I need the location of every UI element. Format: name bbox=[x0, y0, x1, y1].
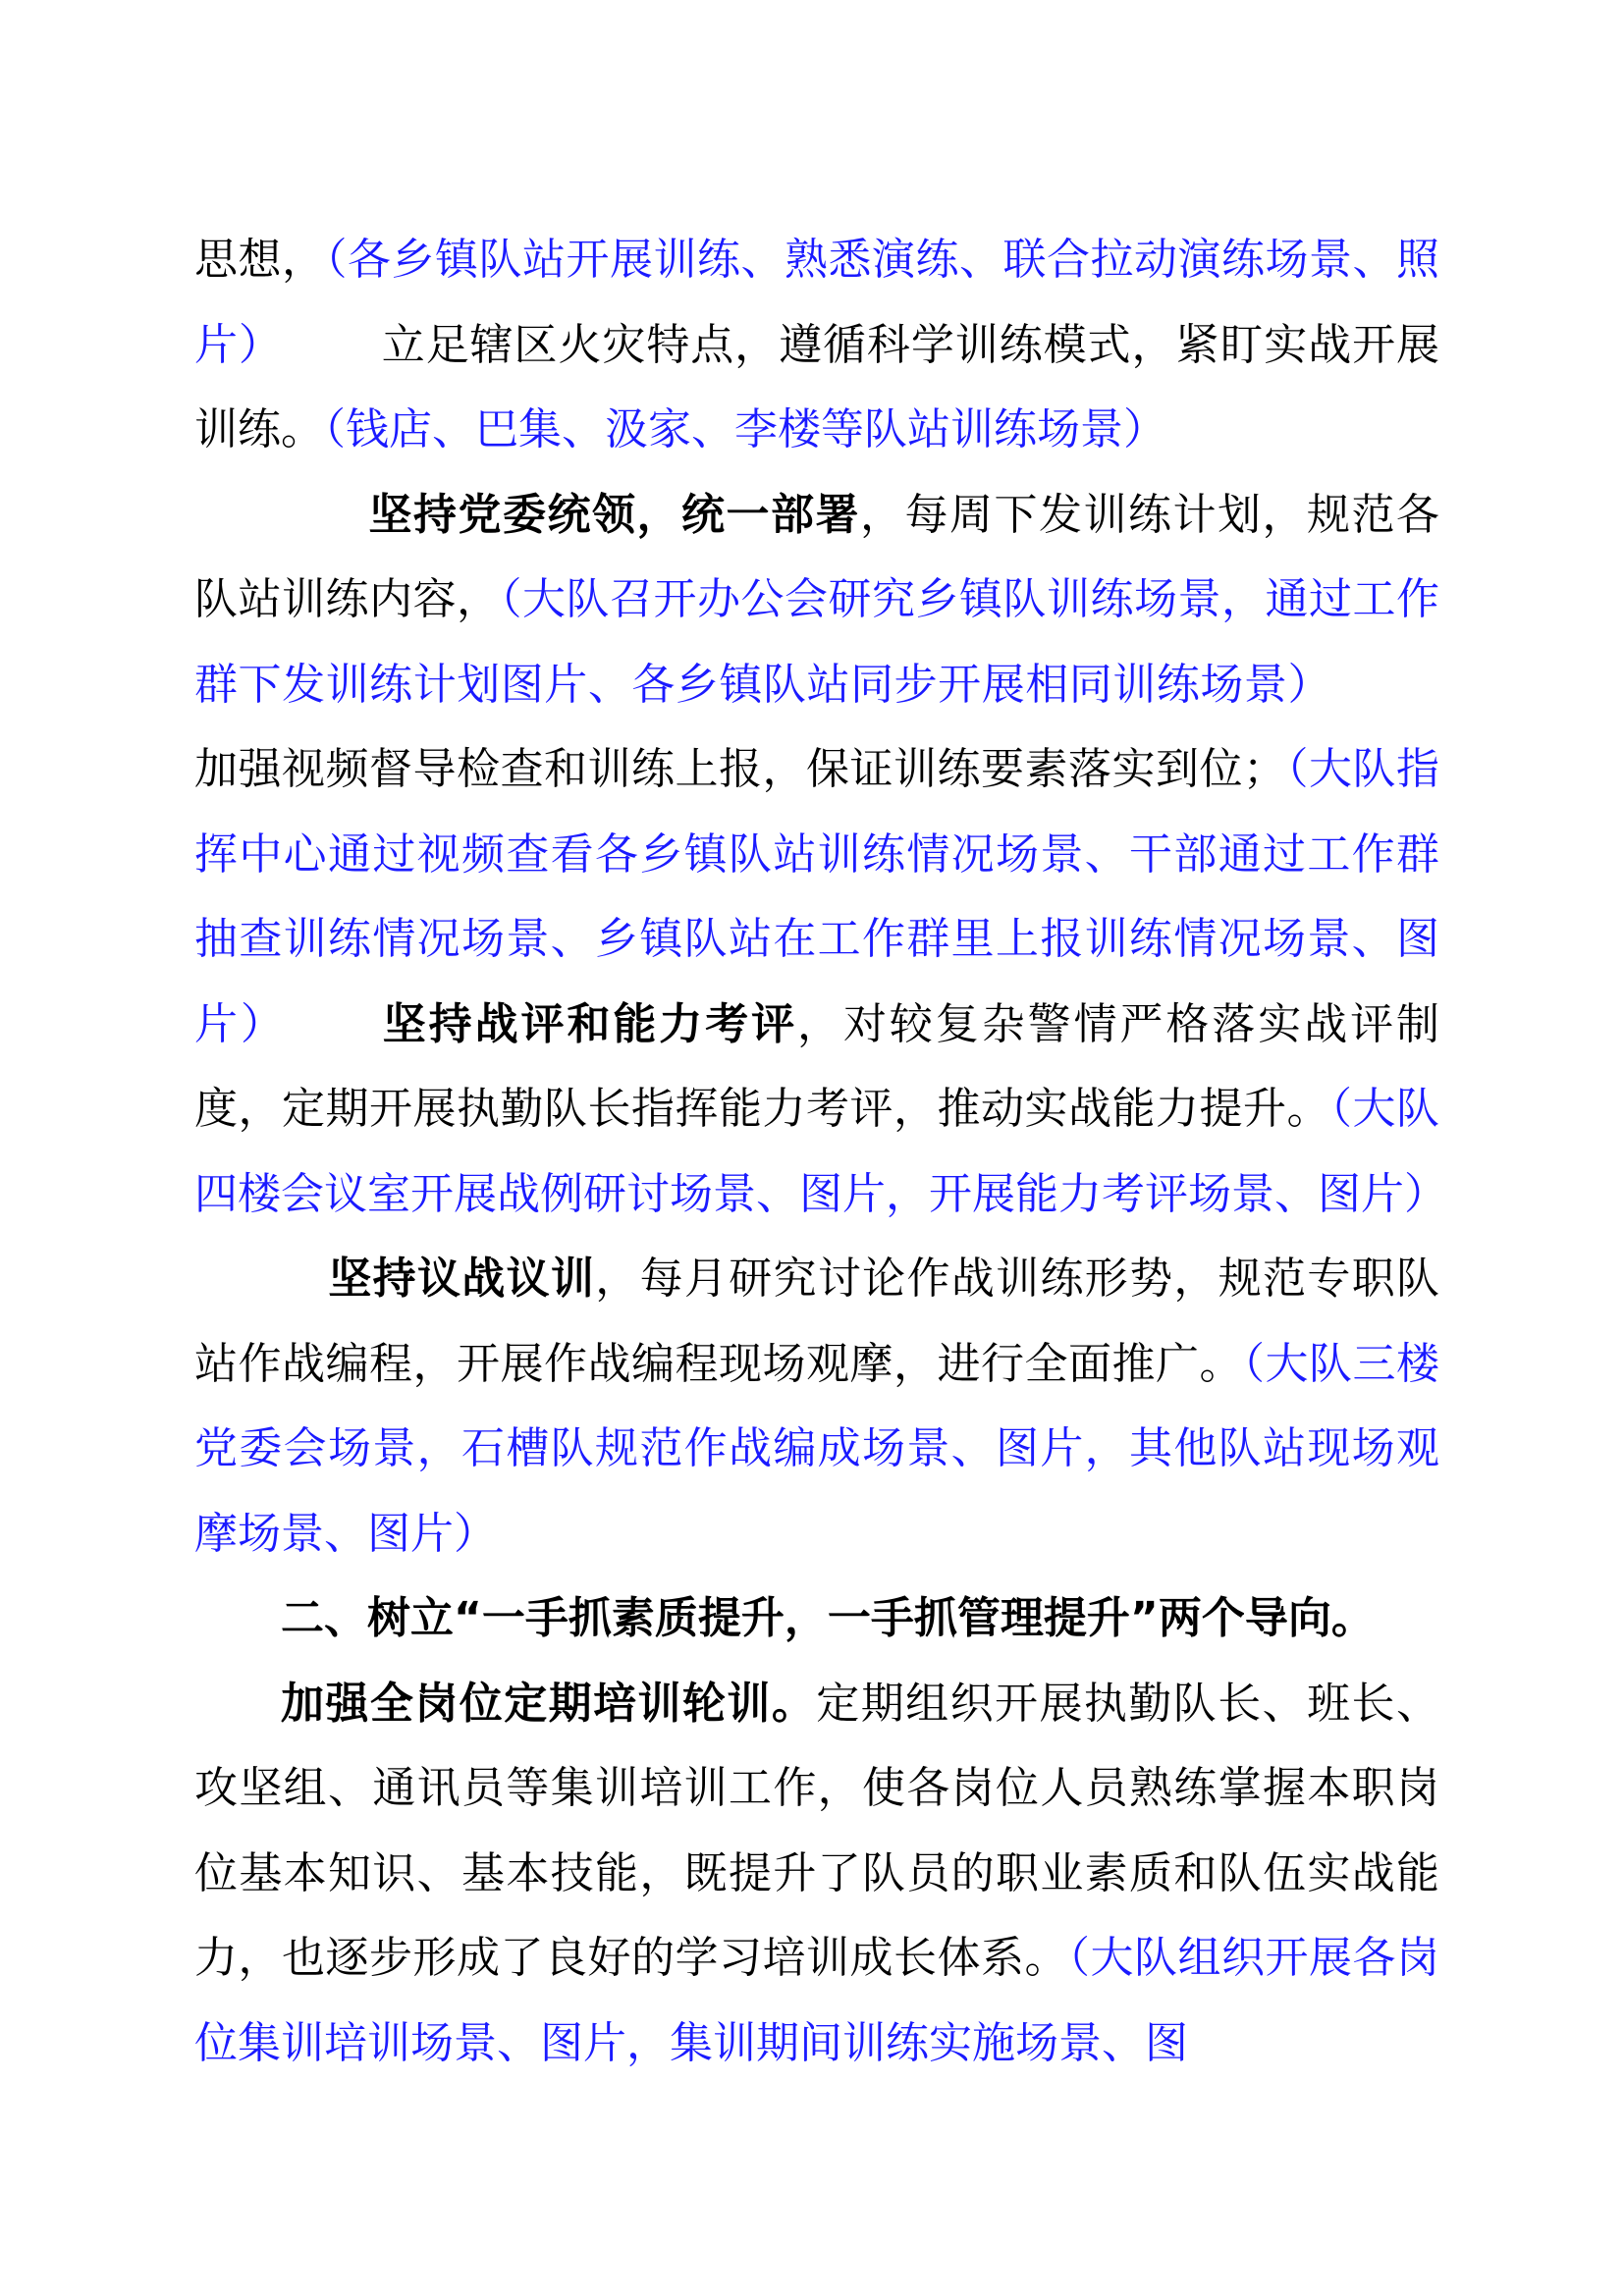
media-note: （钱店、巴集、汲家、李楼等队站训练场景） bbox=[324, 404, 1166, 454]
text-run: ，每月研究讨论作战训练形势，规范专职队站作战编程，开展作战编程现场观摩，进行全面推广。 bbox=[194, 1254, 1440, 1389]
bold-lead: 加强全岗位定期培训轮训。 bbox=[281, 1678, 817, 1729]
document-page bbox=[194, 218, 1447, 2086]
media-note: （大队指挥中心通过视频查看各乡镇队站训练情况场景、干部通过工作群抽查训练情况场景、乡镇队站在工作群里上报训练情况场景、图片） bbox=[194, 744, 1439, 1049]
media-note: （大队三楼党委会场景，石槽队规范作战编成场景、图片，其他队站现场观摩场景、图片） bbox=[194, 1338, 1439, 1559]
text-run: 加强视频督导检查和训练上报，保证训练要素落实到位； bbox=[194, 744, 1286, 794]
bold-lead: 坚持战评和能力考评 bbox=[379, 998, 798, 1049]
text-run: 思想， bbox=[194, 235, 326, 285]
text-run: 定期组织开展执勤队长、班长、攻坚组、通讯员等集训培训工作，使各岗位人员熟练掌握本职岗位基本知识、基本技能，既提升了队员的职业素质和队伍实战能力，也逐步形成了良好的学习培训成长体系。 bbox=[194, 1678, 1440, 1983]
paragraph-1 bbox=[194, 218, 1439, 473]
media-note: （大队组织开展各岗位集训培训场景、图片，集训期间训练实施场景、图 bbox=[194, 1933, 1439, 2068]
bold-lead: 坚持议战议训 bbox=[327, 1254, 596, 1304]
section-heading: 二、树立“一手抓素质提升，一手抓管理提升”两个导向。 bbox=[281, 1593, 1375, 1643]
text-run: ，对较复杂警情严格落实战评制度，定期开展执勤队长指挥能力考评，推动实战能力提升。 bbox=[194, 998, 1440, 1134]
bold-lead: 坚持党委统领，统一部署 bbox=[367, 489, 860, 540]
media-note: （大队四楼会议室开展战例研讨场景、图片，开展能力考评场景、图片） bbox=[194, 1084, 1447, 1219]
paragraph-3 bbox=[194, 1662, 1439, 2087]
text-run: ，每周下发训练计划，规范各队站训练内容， bbox=[194, 489, 1439, 624]
text-run: 立足辖区火灾特点，遵循科学训练模式，紧盯实战开展训练。 bbox=[194, 319, 1440, 454]
paragraph-2 bbox=[194, 473, 1447, 1577]
media-note: （各乡镇队站开展训练、熟悉演练、联合拉动演练场景、照片） bbox=[194, 235, 1439, 370]
media-note: （大队召开办公会研究乡镇队训练场景，通过工作群下发训练计划图片、各乡镇队站同步开展相同训练场景） bbox=[194, 574, 1439, 710]
